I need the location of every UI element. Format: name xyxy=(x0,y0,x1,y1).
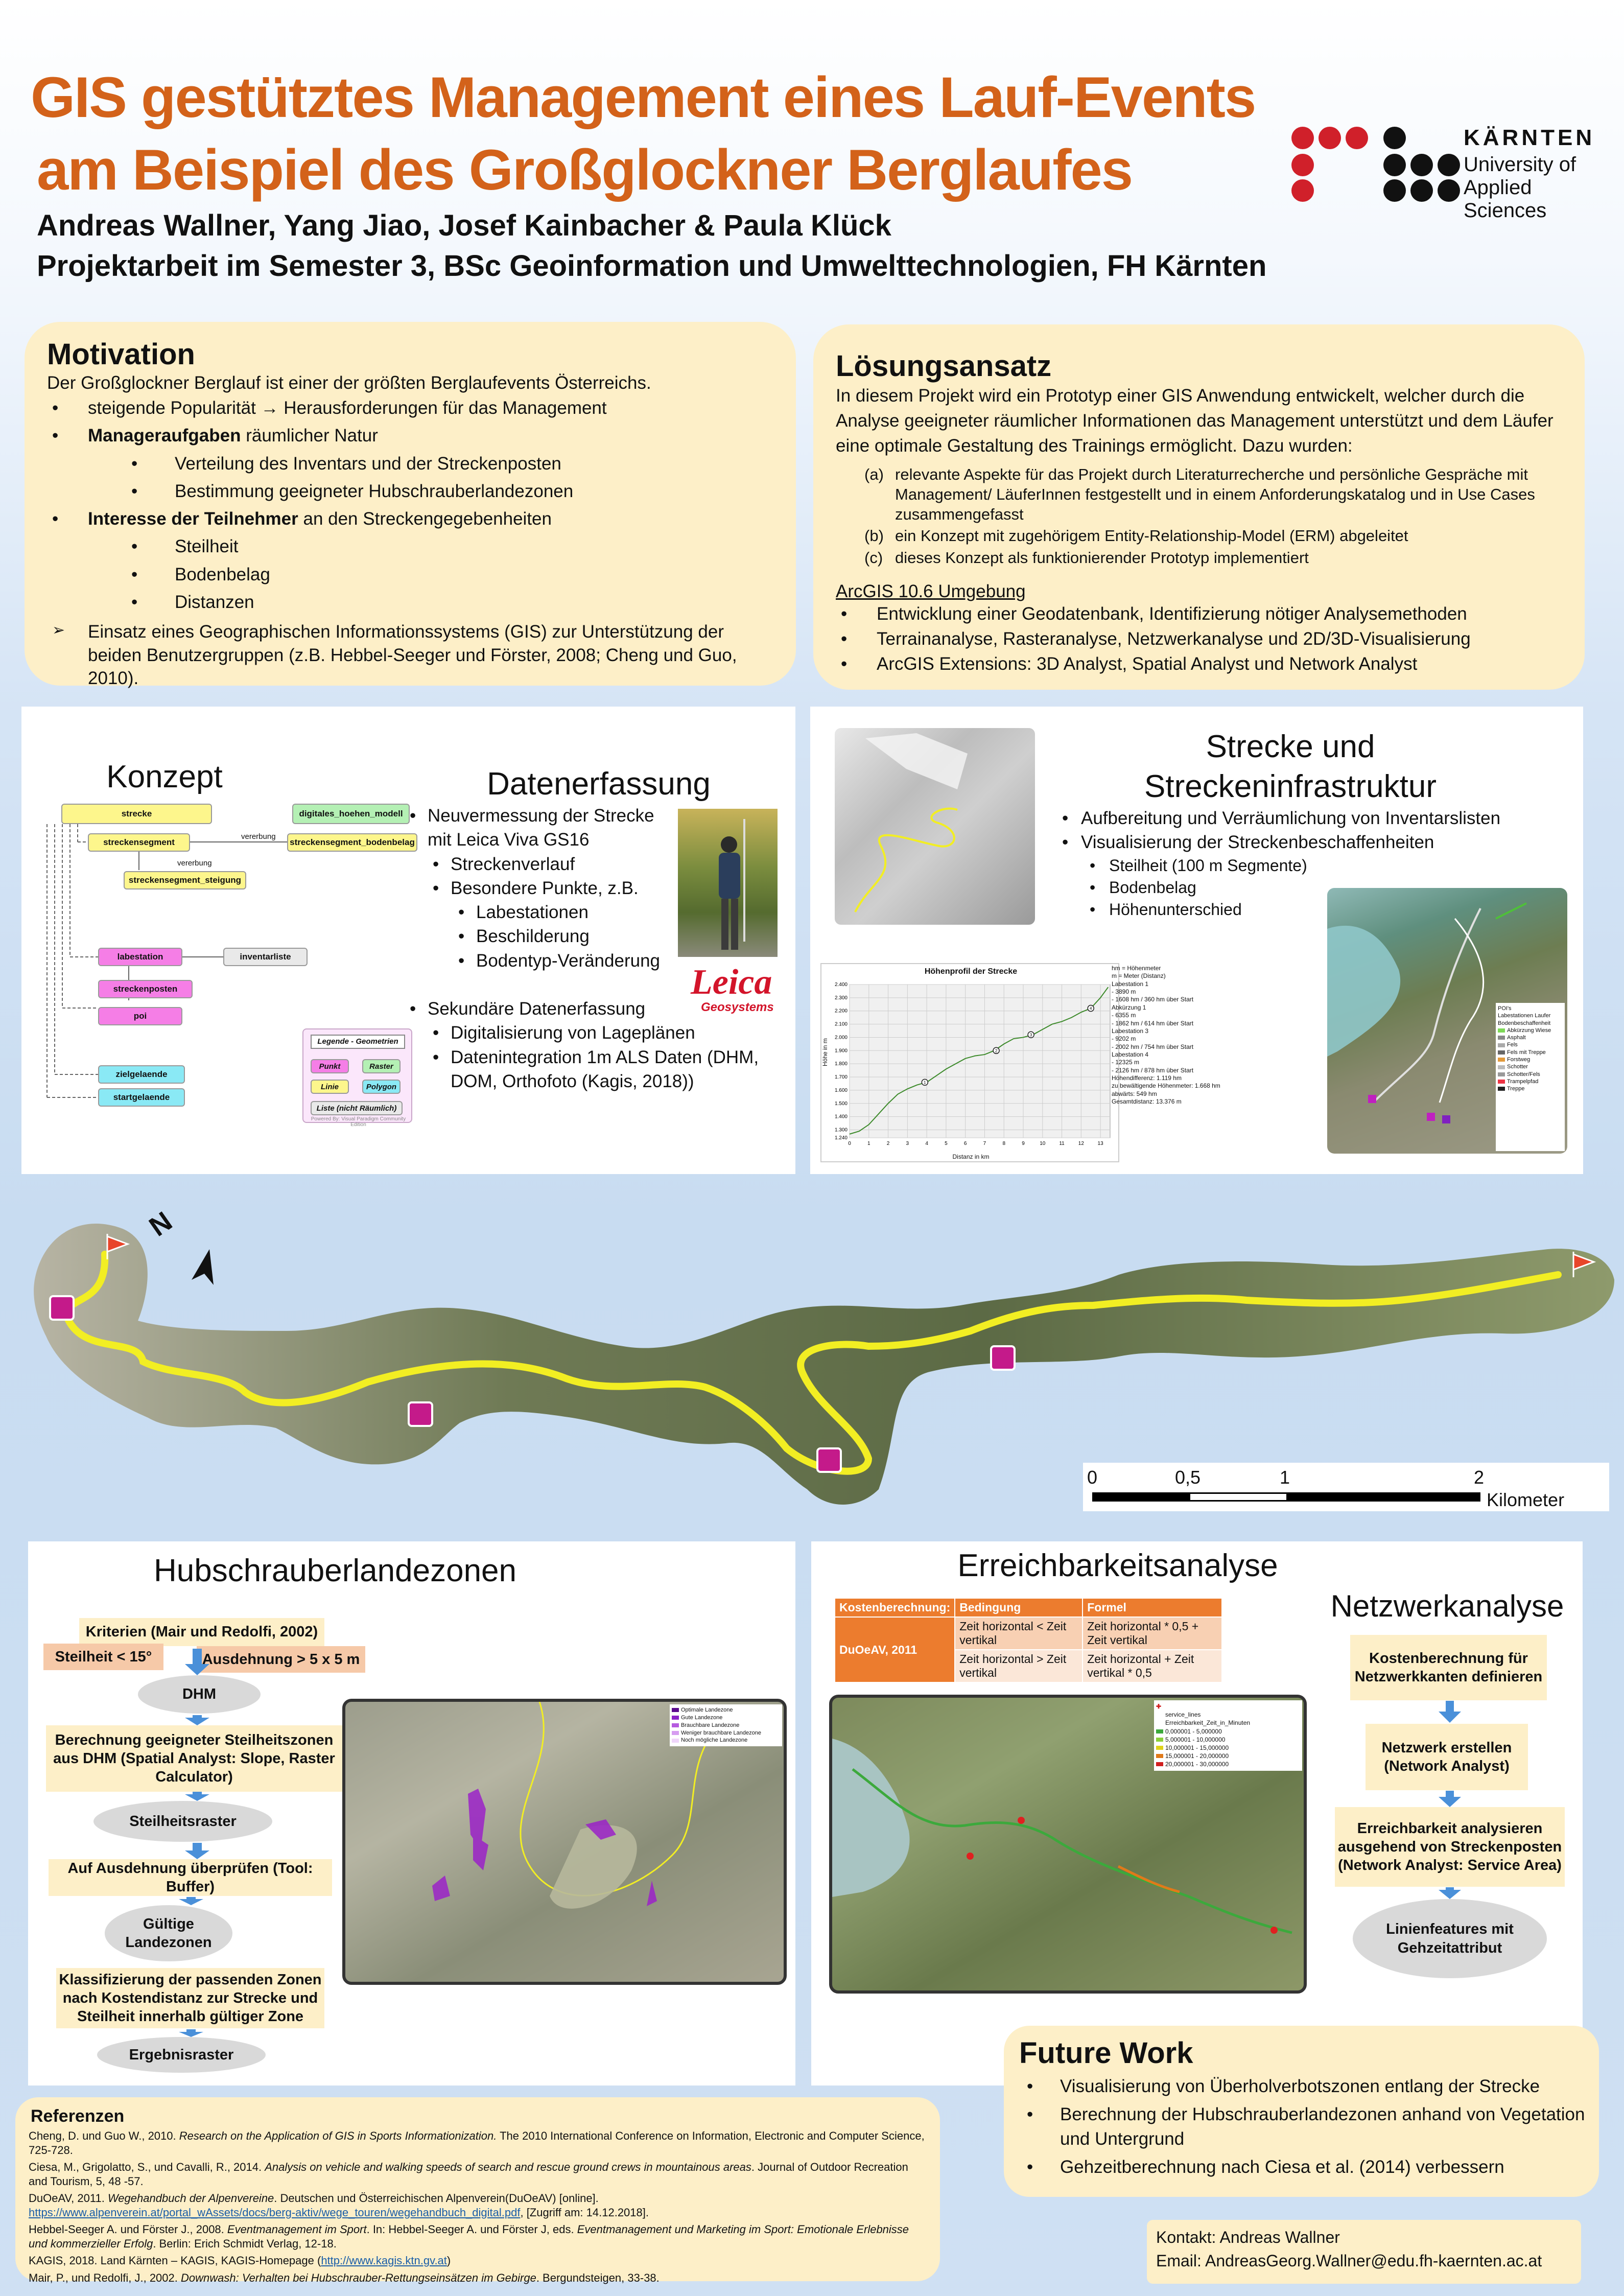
uml-streckensegment: streckensegment xyxy=(88,833,190,852)
y-tick-label: 1.900 xyxy=(834,1048,848,1054)
netzwerk-heading: Netzwerkanalyse xyxy=(1330,1589,1564,1623)
list-item: Mair, P., und Redolfi, J., 2002. Downwash: Verhalten bei Hubschrauber-Rettungseinsätzen im Gebirge. Bergundsteigen, 33-38. xyxy=(29,2271,660,2284)
flow-arrows xyxy=(28,1541,386,2086)
table-header: Formel xyxy=(1082,1598,1222,1617)
chart-note: - 9202 m xyxy=(1112,1035,1136,1043)
uml-startgelaende: startgelaende xyxy=(98,1088,185,1107)
list-item: • Visualisierung der Streckenbeschaffenheiten xyxy=(1062,832,1434,853)
flow-gueltige: Gültige Landezonen xyxy=(105,1905,232,1961)
erm-diagram xyxy=(37,804,415,1128)
uml-inventarliste: inventarliste xyxy=(223,948,308,966)
legend-item: Gute Landezone xyxy=(672,1714,780,1722)
logo-dots-icon xyxy=(1290,125,1474,202)
erreichbarkeit-map xyxy=(829,1695,1307,1994)
list-item: DuOeAV, 2011. Wegehandbuch der Alpenvereine. Deutschen und Österreichischen Alpenverein(DuOeAV) [online]. https://www.alpenverein.at/portal_wAssets/docs/berg-aktiv/wege_touren/wegehandbuch_digital.pdf, [Zugriff am: 14.12.2018]. xyxy=(29,2192,649,2219)
chart-note: - 6355 m xyxy=(1112,1012,1136,1019)
y-tick-label: 2.100 xyxy=(834,1021,848,1027)
legend-items xyxy=(1156,1711,1300,1768)
x-tick-label: 4 xyxy=(925,1141,928,1146)
list-item: • Aufbereitung und Verräumlichung von Inventarslisten xyxy=(1062,808,1501,828)
legend-item: Fels xyxy=(1498,1041,1563,1048)
flow-steilheit: Steilheit < 15° xyxy=(43,1644,163,1670)
y-tick-label: 1.240 xyxy=(834,1135,848,1141)
x-tick-label: 11 xyxy=(1059,1141,1065,1146)
legend-item: Schotter/Fels xyxy=(1498,1071,1563,1078)
env-list xyxy=(836,601,1561,676)
list-item: • Besondere Punkte, z.B. xyxy=(433,878,639,898)
chart-note: - 12325 m xyxy=(1112,1059,1140,1066)
x-tick-label: 6 xyxy=(963,1141,967,1146)
list-item: • Steilheit xyxy=(47,533,778,560)
legend-item: Fels mit Treppe xyxy=(1498,1049,1563,1056)
legend-item: Trampelpfad xyxy=(1498,1078,1563,1085)
kontakt-panel xyxy=(1147,2220,1581,2284)
flow-pruefen: Auf Ausdehnung überprüfen (Tool: Buffer) xyxy=(49,1859,332,1896)
legend-item: 20,000001 - 30,000000 xyxy=(1156,1760,1300,1768)
strecke-panel xyxy=(810,707,1583,1174)
x-tick-label: 1 xyxy=(867,1141,870,1146)
chart-note: Abkürzung 1 xyxy=(1112,1003,1146,1011)
legend-item: service_lines xyxy=(1156,1711,1300,1719)
plus-icon: ✚ xyxy=(1156,1703,1162,1710)
y-tick-label: 1.600 xyxy=(834,1087,848,1093)
list-item: Hebbel-Seeger A. und Förster J., 2008. Eventmanagement im Sport. In: Hebbel-Seeger A. und Förster J, eds. Eventmanagement und Marketing im Sport: Emotionale Erlebnisse und kommerzieller Erfolg. Berlin: Erich Schmidt Verlag, 12-18. xyxy=(29,2223,909,2250)
list-item: • Gehzeitberechnung nach Ciesa et al. (2014) verbessern xyxy=(1027,2157,1504,2177)
north-arrow-icon xyxy=(192,1249,214,1285)
step-b: (b) ein Konzept mit zugehörigem Entity-Relationship-Model (ERM) abgeleitet xyxy=(864,527,1408,545)
legend-item: Asphalt xyxy=(1498,1034,1563,1041)
legend-bodenbeschaffenheit: Bodenbeschaffenheit xyxy=(1498,1020,1551,1026)
strecke-heading: Strecke und Streckeninfrastruktur xyxy=(1144,729,1437,804)
uml-legend-liste: Liste (nicht Räumlich) xyxy=(311,1101,403,1115)
legend-item: Optimale Landezone xyxy=(672,1706,780,1714)
uml-legend-linie: Linie xyxy=(311,1080,349,1094)
heli-map xyxy=(342,1699,787,1985)
chart-title: Höhenprofil der Strecke xyxy=(924,967,1018,976)
netz-arrows xyxy=(1424,1541,1475,1899)
x-tick-label: 10 xyxy=(1040,1141,1046,1146)
datenerfassung-list xyxy=(410,804,675,973)
y-tick-label: 1.300 xyxy=(834,1127,848,1133)
hubschrauber-heading: Hubschrauberlandezonen xyxy=(153,1553,517,1588)
legend-item: 15,000001 - 20,000000 xyxy=(1156,1752,1300,1760)
authors: Andreas Wallner, Yang Jiao, Josef Kainbacher & Paula Klück xyxy=(37,209,891,242)
table-header: Kostenberechnung: xyxy=(835,1598,955,1617)
loesung-heading: Lösungsansatz xyxy=(836,349,1052,383)
scale-bar-graphic xyxy=(1092,1492,1480,1502)
list-item: • Visualisierung von Überholverbotszonen entlang der Strecke xyxy=(1027,2076,1540,2096)
legend-pois: POI's xyxy=(1498,1005,1512,1012)
table-header: Bedingung xyxy=(955,1598,1082,1617)
legend-item: Schotter xyxy=(1498,1063,1563,1070)
list-item: • Datenintegration 1m ALS Daten (DHM, DOM, Orthofoto (Kagis, 2018)) xyxy=(433,1047,759,1091)
datenerfassung-heading: Datenerfassung xyxy=(487,766,711,802)
uml-streckensegment-bodenbelag: streckensegment_bodenbelag xyxy=(287,833,417,852)
uml-label-vererbung: vererbung xyxy=(177,859,212,868)
list-item: • Entwicklung einer Geodatenbank, Identifizierung nötiger Analysemethoden xyxy=(836,601,1561,626)
legend-item: Noch mögliche Landezone xyxy=(672,1737,780,1744)
loesung-panel xyxy=(813,324,1585,690)
chart-xlabel: Distanz in km xyxy=(952,1153,990,1160)
elevation-chart xyxy=(820,963,1119,1162)
x-tick-label: 7 xyxy=(983,1141,986,1146)
referenzen-list xyxy=(29,2129,928,2288)
scale-label-2: 2 xyxy=(1474,1467,1485,1488)
konzept-heading: Konzept xyxy=(106,759,223,794)
legend-item: 0,000001 - 5,000000 xyxy=(1156,1727,1300,1736)
elevation-plot xyxy=(821,964,1120,1163)
chart-note: Gesamtdistanz: 13.376 m xyxy=(1112,1098,1182,1106)
motivation-list xyxy=(47,394,778,690)
step-c: (c) dieses Konzept als funktionierender Prototyp implementiert xyxy=(864,549,1309,567)
list-item: ➢ Einsatz eines Geographischen Informationssystems (GIS) zur Unterstützung der beiden Benutzergruppen (z.B. Hebbel-Seeger und Förster, 2008; Cheng und Guo, 2010). xyxy=(47,620,778,690)
list-item: • Neuvermessung der Strecke mit Leica Viva GS16 xyxy=(410,806,654,850)
university-logo xyxy=(1290,125,1607,222)
x-tick-label: 8 xyxy=(1002,1141,1006,1146)
reference-link[interactable]: https://www.alpenverein.at/portal_wAssets/docs/berg-aktiv/wege_touren/wegehandbuch_digital.pdf xyxy=(29,2206,521,2219)
uml-streckenposten: streckenposten xyxy=(98,980,193,998)
erreichbarkeit-panel xyxy=(811,1541,1583,2086)
list-item: • Distanzen xyxy=(47,589,778,616)
marker-label: 4 xyxy=(1089,1006,1092,1011)
strecke-map xyxy=(1327,888,1567,1154)
uml-streckensegment-steigung: streckensegment_steigung xyxy=(124,871,246,889)
chart-note: zu bewältigende Höhenmeter: 1.668 hm xyxy=(1112,1082,1220,1090)
flow-klassifizierung: Klassifizierung der passenden Zonen nach Kostendistanz zur Strecke und Steilheit innerhalb gültiger Zone xyxy=(56,1968,324,2028)
table-cell: Zeit horizontal + Zeit vertikal * 0,5 xyxy=(1082,1650,1222,1682)
kontakt-email[interactable]: Email: AndreasGeorg.Wallner@edu.fh-kaernten.ac.at xyxy=(1156,2252,1542,2270)
list-item: • Verteilung des Inventars und der Streckenposten xyxy=(47,450,778,478)
y-tick-label: 2.000 xyxy=(834,1035,848,1041)
chart-note: - 1862 hm / 614 hm über Start xyxy=(1112,1019,1194,1027)
list-item: • steigende Popularität → Herausforderungen für das Management xyxy=(47,394,778,422)
y-tick-label: 1.500 xyxy=(834,1100,848,1107)
chart-note: Labestation 1 xyxy=(1112,980,1149,988)
chart-note: - 2126 hm / 878 hm über Start xyxy=(1112,1066,1194,1074)
future-work-panel xyxy=(1004,2026,1599,2197)
netz-step-1: Kostenberechnung für Netzwerkkanten definieren xyxy=(1350,1635,1547,1700)
uml-legend-punkt: Punkt xyxy=(311,1059,349,1073)
netz-step-3: Erreichbarkeit analysieren ausgehend von Streckenposten (Network Analyst: Service Area) xyxy=(1335,1807,1565,1887)
uml-label-vererbung: vererbung xyxy=(241,832,276,841)
scale-label-05: 0,5 xyxy=(1175,1467,1201,1488)
surveyor-photo xyxy=(678,809,778,957)
list-item: Cheng, D. und Guo W., 2010. Research on the Application of GIS in Sports Informationization. The 2010 International Conference on Information, Electronic and Computer Science, 725-728. xyxy=(29,2129,925,2157)
list-item: • Interesse der Teilnehmer an den Streckengegebenheiten xyxy=(47,505,778,533)
flow-dhm: DHM xyxy=(138,1675,261,1714)
reference-link[interactable]: http://www.kagis.ktn.gv.at xyxy=(321,2254,447,2267)
legend-item: 10,000001 - 15,000000 xyxy=(1156,1744,1300,1752)
y-tick-label: 1.700 xyxy=(834,1074,848,1081)
list-item: • Berechnung der Hubschrauberlandezonen anhand von Vegetation und Untergrund xyxy=(1027,2104,1585,2149)
legend-item: Weniger brauchbare Landezone xyxy=(672,1729,780,1737)
uml-legend xyxy=(302,1028,412,1128)
x-tick-label: 3 xyxy=(906,1141,909,1146)
list-item: • Bodentyp-Veränderung xyxy=(458,950,660,971)
legend-item: Forstweg xyxy=(1498,1056,1563,1063)
env-heading: ArcGIS 10.6 Umgebung xyxy=(836,581,1026,601)
table-cell: Zeit horizontal < Zeit vertikal xyxy=(955,1617,1082,1650)
terrain-route-icon xyxy=(835,728,1035,925)
list-item: • Terrainanalyse, Rasteranalyse, Netzwerkanalyse und 2D/3D-Visualisierung xyxy=(836,626,1561,651)
uml-legend-polygon: Polygon xyxy=(362,1080,401,1094)
erreichbarkeit-legend xyxy=(1154,1700,1302,1771)
marker-label: 2 xyxy=(995,1048,998,1053)
scale-label-1: 1 xyxy=(1280,1467,1290,1488)
motivation-intro: Der Großglockner Berglauf ist einer der größten Berglaufevents Österreichs. xyxy=(47,373,651,393)
flow-ausdehnung: Ausdehnung > 5 x 5 m xyxy=(197,1646,365,1673)
list-item: • Labestationen xyxy=(458,902,589,922)
uml-legend-title: Legende - Geometrien xyxy=(311,1035,405,1049)
legend-item: 5,000001 - 10,000000 xyxy=(1156,1736,1300,1744)
y-tick-label: 1.400 xyxy=(834,1114,848,1120)
chart-note: abwärts: 549 hm xyxy=(1112,1090,1157,1097)
list-item: • Digitalisierung von Lageplänen xyxy=(433,1023,695,1043)
uml-zielgelaende: zielgelaende xyxy=(98,1065,185,1084)
x-tick-label: 12 xyxy=(1078,1141,1084,1146)
strecke-map-legend xyxy=(1496,1003,1565,1151)
legend-labestationen: Labestationen Laufer xyxy=(1498,1013,1551,1019)
project-info: Projektarbeit im Semester 3, BSc Geoinformation und Umwelttechnologien, FH Kärnten xyxy=(37,249,1267,283)
referenzen-heading: Referenzen xyxy=(31,2106,125,2126)
marker-label: 3 xyxy=(1029,1033,1032,1038)
uml-labestation: labestation xyxy=(98,948,182,966)
scale-bar xyxy=(1083,1463,1609,1511)
list-item: Ciesa, M., Grigolatto, S., und Cavalli, R., 2014. Analysis on vehicle and walking speeds of search and rescue ground crews in mountainous areas. Journal of Outdoor Recreation and Tourism, 5, 48 -57. xyxy=(29,2161,908,2188)
scale-label-0: 0 xyxy=(1087,1467,1098,1488)
table-cell: Zeit horizontal * 0,5 + Zeit vertikal xyxy=(1082,1617,1222,1650)
uml-strecke: strecke xyxy=(61,804,212,824)
loesung-steps xyxy=(864,465,1564,568)
logo-line-1: KÄRNTEN xyxy=(1464,125,1595,150)
uml-digitales-hoehen-modell: digitales_hoehen_modell xyxy=(292,804,410,824)
hubschrauber-panel xyxy=(28,1541,795,2086)
heli-map-legend xyxy=(670,1704,782,1746)
legend-item: Treppe xyxy=(1498,1085,1563,1092)
route-overview-map xyxy=(20,1203,1614,1543)
list-item: • Bestimmung geeigneter Hubschrauberlandezonen xyxy=(47,478,778,505)
loesung-intro: In diesem Projekt wird ein Prototyp einer GIS Anwendung entwickelt, welcher durch die Analyse geeigneter räumlicher Informationen das Management unterstützt und dem Läufer eine optimale Gestaltung des Trainings ermöglicht. Dazu wurden: xyxy=(836,386,1554,456)
uml-legend-raster: Raster xyxy=(362,1059,401,1073)
north-label: N xyxy=(144,1206,178,1243)
list-item: • Höhenunterschied xyxy=(1090,900,1242,919)
table-cell: DuOeAV, 2011 xyxy=(835,1617,955,1682)
list-item: • Beschilderung xyxy=(458,926,590,947)
chart-note: Labestation 4 xyxy=(1112,1050,1149,1058)
future-list xyxy=(1019,2074,1586,2179)
netz-step-4: Linienfeatures mit Gehzeitattribut xyxy=(1353,1899,1547,1978)
legend-item: Abkürzung Wiese xyxy=(1498,1027,1563,1034)
list-item: • Sekundäre Datenerfassung xyxy=(410,999,646,1019)
y-tick-label: 2.400 xyxy=(834,982,848,988)
list-item: KAGIS, 2018. Land Kärnten – KAGIS, KAGIS-Homepage (http://www.kagis.ktn.gv.at) xyxy=(29,2254,451,2267)
x-tick-label: 5 xyxy=(945,1141,948,1146)
plot-area xyxy=(850,985,1110,1138)
scale-unit: Kilometer xyxy=(1487,1489,1565,1510)
x-tick-label: 13 xyxy=(1097,1141,1103,1146)
y-tick-label: 1.800 xyxy=(834,1061,848,1067)
legend-item: Brauchbare Landezone xyxy=(672,1722,780,1729)
flow-berechnung: Berechnung geeigneter Steilheitszonen aus DHM (Spatial Analyst: Slope, Raster Calculator) xyxy=(46,1725,342,1792)
chart-note: - 1608 hm / 360 hm über Start xyxy=(1112,996,1194,1003)
list-item: • ArcGIS Extensions: 3D Analyst, Spatial Analyst und Network Analyst xyxy=(836,651,1561,676)
x-tick-label: 9 xyxy=(1022,1141,1025,1146)
chart-note: - 3890 m xyxy=(1112,988,1136,996)
cost-table xyxy=(834,1598,1222,1683)
motivation-heading: Motivation xyxy=(47,338,195,371)
y-tick-label: 2.300 xyxy=(834,995,848,1001)
flow-kriterien: Kriterien (Mair und Redolfi, 2002) xyxy=(79,1618,324,1646)
motivation-panel xyxy=(25,322,796,686)
chart-note: m = Meter (Distanz) xyxy=(1112,972,1166,980)
list-item: • Streckenverlauf xyxy=(433,854,575,874)
konzept-daten-panel xyxy=(21,707,795,1174)
list-item: • Bodenbelag xyxy=(47,561,778,589)
chart-note: hm = Höhenmeter xyxy=(1112,965,1161,972)
terrain-3d-view xyxy=(835,728,1035,925)
y-tick-label: 2.200 xyxy=(834,1008,848,1014)
list-item: • Steilheit (100 m Segmente) xyxy=(1090,856,1307,875)
uml-poi: poi xyxy=(98,1007,182,1025)
marker-label: 1 xyxy=(924,1080,926,1085)
step-a: (a) relevante Aspekte für das Projekt durch Literaturrecherche und persönliche Gespräche mit Management/ LäuferInnen festgestellt und in einem Anforderungskatalog und in Use Cases zusammengefasst xyxy=(864,465,1535,523)
list-item: • Bodenbelag xyxy=(1090,878,1196,897)
flow-ergebnis: Ergebnisraster xyxy=(97,2037,266,2073)
chart-ylabel: Höhe in m xyxy=(821,1038,829,1066)
netz-step-2: Netzwerk erstellen (Network Analyst) xyxy=(1366,1724,1528,1790)
leica-geosystems: Geosystems xyxy=(701,1000,774,1014)
leica-logo: Leica xyxy=(691,963,772,1002)
flow-steilheitsraster: Steilheitsraster xyxy=(93,1801,272,1842)
legend-boden-items xyxy=(1498,1027,1563,1093)
chart-note: Höhendifferenz: 1.119 hm xyxy=(1112,1074,1182,1082)
x-tick-label: 2 xyxy=(886,1141,890,1146)
surveyor-figure-icon xyxy=(678,809,778,957)
erreichbarkeit-heading: Erreichbarkeitsanalyse xyxy=(957,1548,1278,1583)
x-tick-label: 0 xyxy=(848,1141,851,1146)
chart-note: - 2002 hm / 754 hm über Start xyxy=(1112,1043,1194,1050)
future-heading: Future Work xyxy=(1019,2036,1193,2070)
uml-powered: Powered By: Visual Paradigm Community Edition xyxy=(311,1116,406,1128)
legend-item: Erreichbarkeit_Zeit_in_Minuten xyxy=(1156,1719,1300,1727)
referenzen-panel xyxy=(15,2097,940,2284)
logo-line-2: University of xyxy=(1464,153,1576,176)
logo-line-3: Applied Sciences xyxy=(1464,176,1547,222)
title-line-2: am Beispiel des Großglockner Berglaufes xyxy=(37,138,1133,202)
kontakt-name: Kontakt: Andreas Wallner xyxy=(1156,2228,1340,2246)
table-cell: Zeit horizontal > Zeit vertikal xyxy=(955,1650,1082,1682)
chart-note: Labestation 3 xyxy=(1112,1027,1149,1035)
list-item: • Manageraufgaben räumlicher Natur xyxy=(47,422,778,450)
chart-notes xyxy=(1112,965,1255,1106)
title-line-1: GIS gestütztes Management eines Lauf-Events xyxy=(31,65,1256,129)
